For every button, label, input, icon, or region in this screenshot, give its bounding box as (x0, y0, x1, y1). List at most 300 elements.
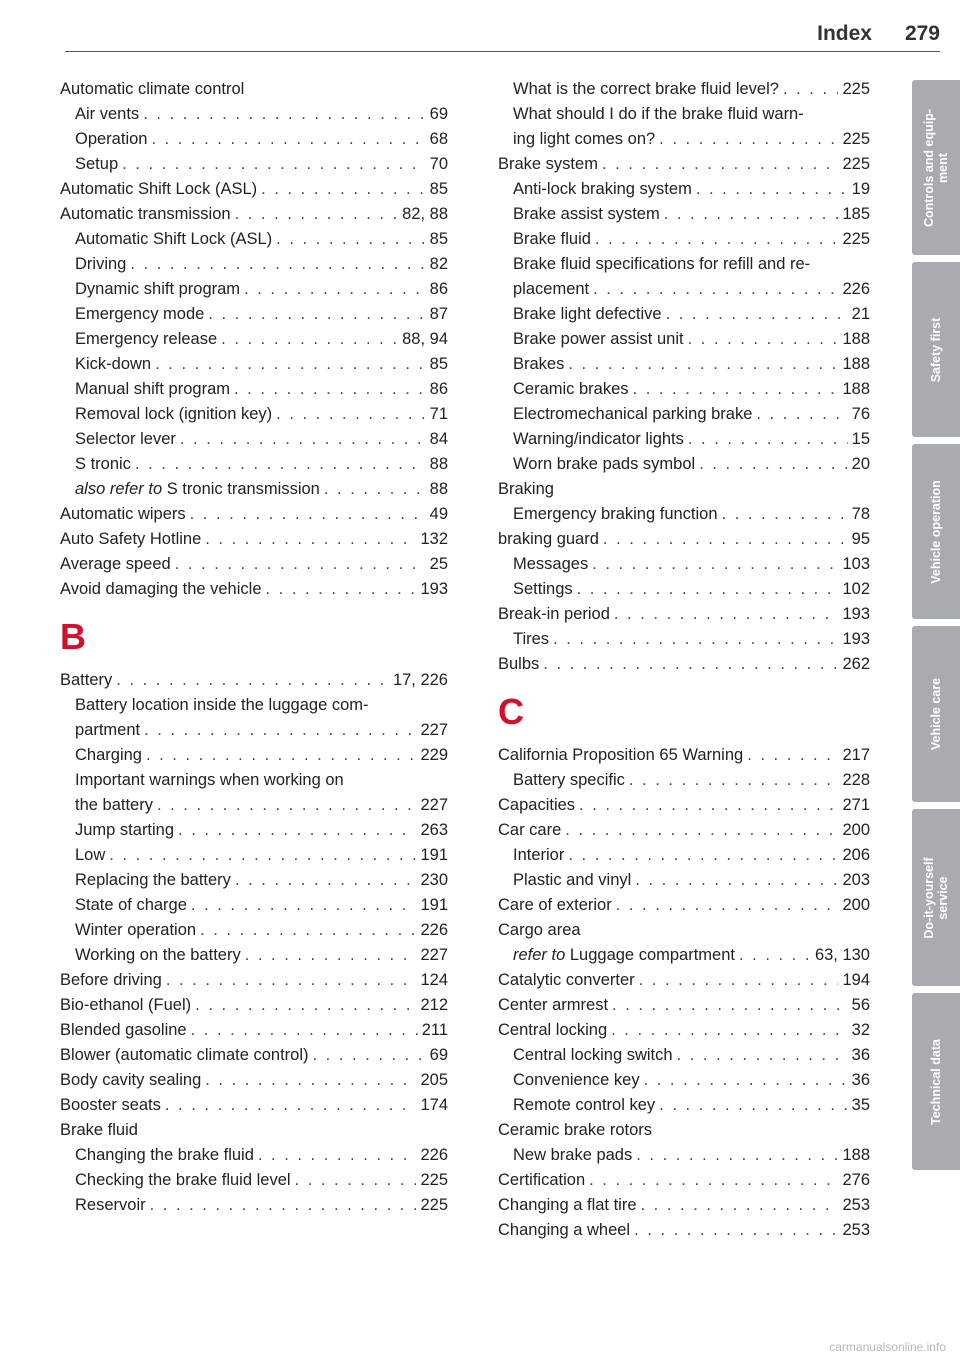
entry-term (513, 843, 564, 868)
entry-page-ref[interactable]: 88, 94 (402, 330, 448, 348)
index-entry (60, 277, 448, 302)
index-entry (498, 302, 870, 327)
entry-text: partment (75, 721, 141, 739)
chapter-tab-label: Controls and equip- ment (922, 108, 950, 227)
entry-page-ref[interactable]: 32 (851, 1021, 870, 1039)
entry-page-ref[interactable]: 276 (842, 1171, 870, 1189)
entry-text: Air vents (75, 105, 140, 123)
entry-page-ref[interactable]: 69 (429, 105, 448, 123)
chapter-tab[interactable] (912, 993, 960, 1170)
entry-page-ref[interactable]: 102 (842, 580, 870, 598)
dot-leader (235, 202, 399, 227)
entry-page-ref[interactable]: 85 (429, 355, 448, 373)
entry-term (60, 1018, 187, 1043)
entry-page-ref[interactable]: 84 (429, 430, 448, 448)
entry-text: Worn brake pads symbol (513, 455, 696, 473)
index-entry (498, 477, 870, 502)
index-entry (60, 177, 448, 202)
dot-leader (150, 1193, 417, 1218)
index-entry (498, 327, 870, 352)
dot-leader (130, 252, 425, 277)
dot-leader (191, 1018, 418, 1043)
entry-page-ref[interactable]: 82, 88 (402, 205, 448, 223)
entry-text: Brake assist system (513, 205, 660, 223)
entry-text: Plastic and vinyl (513, 871, 632, 889)
entry-term (75, 1168, 291, 1193)
index-entry (60, 968, 448, 993)
dot-leader (178, 818, 416, 843)
entry-text: Blended gasoline (60, 1021, 187, 1039)
entry-term (498, 477, 554, 502)
entry-term (513, 227, 591, 252)
entry-page-ref[interactable]: 193 (842, 605, 870, 623)
entry-term (60, 502, 186, 527)
dot-leader (688, 327, 839, 352)
index-entry (60, 252, 448, 277)
entry-page-ref[interactable]: 200 (842, 821, 870, 839)
dot-leader (633, 377, 839, 402)
entry-term (498, 652, 539, 677)
index-entry (498, 227, 870, 252)
index-entry (498, 577, 870, 602)
index-entry (60, 102, 448, 127)
entry-page-ref[interactable]: 185 (842, 205, 870, 223)
entry-page-ref[interactable]: 226 (420, 921, 448, 939)
page-number: 279 (904, 22, 940, 45)
entry-term (498, 818, 561, 843)
entry-term (75, 352, 151, 377)
entry-term (60, 1068, 201, 1093)
index-entry (498, 127, 870, 152)
entry-page-ref[interactable]: 193 (420, 580, 448, 598)
entry-text: Emergency mode (75, 305, 205, 323)
index-entry (60, 427, 448, 452)
index-entry (60, 352, 448, 377)
entry-text: Convenience key (513, 1071, 640, 1089)
entry-page-ref[interactable]: 49 (429, 505, 448, 523)
entry-text: Important warnings when working on (75, 771, 344, 789)
entry-page-ref[interactable]: 86 (429, 380, 448, 398)
entry-page-ref[interactable]: 193 (842, 630, 870, 648)
entry-page-ref[interactable]: 188 (842, 1146, 870, 1164)
entry-term (60, 202, 231, 227)
dot-leader (245, 943, 417, 968)
entry-text: Remote control key (513, 1096, 656, 1114)
dot-leader (157, 793, 417, 818)
entry-page-ref[interactable]: 124 (420, 971, 448, 989)
index-entry (498, 152, 870, 177)
entry-text: Settings (513, 580, 573, 598)
chapter-tab[interactable] (912, 80, 960, 255)
entry-page-ref[interactable]: 82 (429, 255, 448, 273)
entry-term (513, 452, 695, 477)
entry-term (498, 793, 575, 818)
index-entry (60, 452, 448, 477)
dot-leader (165, 1093, 417, 1118)
entry-term (513, 1043, 673, 1068)
entry-term (75, 918, 196, 943)
entry-text: Setup (75, 155, 119, 173)
entry-page-ref[interactable]: 226 (420, 1146, 448, 1164)
dot-leader (266, 577, 417, 602)
dot-leader (146, 743, 417, 768)
entry-page-ref[interactable]: 63, 130 (814, 946, 870, 964)
entry-page-ref[interactable]: 68 (429, 130, 448, 148)
index-entry (60, 1168, 448, 1193)
index-entry (60, 1043, 448, 1068)
dot-leader (783, 77, 839, 102)
entry-text: Driving (75, 255, 127, 273)
entry-text: Avoid damaging the vehicle (60, 580, 262, 598)
dot-leader (612, 993, 848, 1018)
index-entry (498, 943, 870, 968)
entry-page-ref[interactable]: 95 (851, 530, 870, 548)
index-entry (60, 552, 448, 577)
index-column-left (60, 77, 448, 1218)
entry-page-ref[interactable]: 85 (429, 180, 448, 198)
chapter-tab[interactable] (912, 444, 960, 619)
entry-term (60, 552, 171, 577)
entry-page-ref[interactable]: 228 (842, 771, 870, 789)
entry-term (513, 77, 779, 102)
index-entry (60, 527, 448, 552)
entry-term (75, 718, 140, 743)
entry-term (513, 552, 588, 577)
entry-term (75, 1143, 254, 1168)
chapter-tab[interactable] (912, 262, 960, 437)
entry-text: Blower (automatic climate control) (60, 1046, 309, 1064)
entry-text: Braking (498, 480, 554, 498)
chapter-tab-label: Technical data (929, 1038, 943, 1125)
entry-page-ref[interactable]: 188 (842, 355, 870, 373)
entry-page-ref[interactable]: 191 (420, 896, 448, 914)
entry-text: Ceramic brakes (513, 380, 629, 398)
index-entry (498, 177, 870, 202)
entry-term (75, 252, 126, 277)
entry-page-ref[interactable]: 212 (420, 996, 448, 1014)
index-entry (498, 818, 870, 843)
entry-text: New brake pads (513, 1146, 633, 1164)
entry-term (498, 1018, 607, 1043)
entry-page-ref[interactable]: 217 (842, 746, 870, 764)
entry-page-ref[interactable]: 225 (842, 155, 870, 173)
entry-page-ref[interactable]: 188 (842, 330, 870, 348)
entry-text: Tires (513, 630, 550, 648)
entry-text: Central locking (498, 1021, 608, 1039)
index-entry (498, 77, 870, 102)
entry-text: Selector lever (75, 430, 176, 448)
entry-page-ref[interactable]: 56 (851, 996, 870, 1014)
entry-term (513, 252, 810, 277)
entry-term (60, 993, 191, 1018)
entry-text: Interior (513, 846, 565, 864)
dot-leader (135, 452, 426, 477)
index-entry (60, 918, 448, 943)
dot-leader (190, 502, 426, 527)
entry-page-ref[interactable]: 226 (842, 280, 870, 298)
entry-term (60, 77, 244, 102)
entry-page-ref[interactable]: 225 (842, 230, 870, 248)
entry-page-ref[interactable]: 17, 226 (392, 671, 448, 689)
dot-leader (659, 127, 838, 152)
entry-term (75, 477, 320, 502)
entry-text: Break-in period (498, 605, 610, 623)
entry-page-ref[interactable]: 20 (851, 455, 870, 473)
entry-page-ref[interactable]: 205 (420, 1071, 448, 1089)
entry-page-ref[interactable]: 211 (421, 1021, 448, 1039)
dot-leader (722, 502, 848, 527)
entry-page-ref[interactable]: 103 (842, 555, 870, 573)
dot-leader (603, 527, 848, 552)
entry-page-ref[interactable]: 69 (429, 1046, 448, 1064)
dot-leader (261, 177, 425, 202)
index-entry (60, 993, 448, 1018)
entry-text: Automatic Shift Lock (ASL) (60, 180, 258, 198)
header-rule (65, 51, 940, 52)
index-entry (498, 1193, 870, 1218)
entry-page-ref[interactable]: 191 (420, 846, 448, 864)
entry-term (75, 402, 272, 427)
index-entry (498, 1118, 870, 1143)
entry-page-ref[interactable]: 25 (429, 555, 448, 573)
entry-term (498, 743, 743, 768)
entry-term (60, 968, 162, 993)
index-entry (60, 377, 448, 402)
index-entry (498, 377, 870, 402)
entry-page-ref[interactable]: 70 (429, 155, 448, 173)
index-entry (498, 993, 870, 1018)
entry-term (513, 577, 573, 602)
dot-leader (258, 1143, 417, 1168)
dot-leader (109, 843, 416, 868)
index-entry (60, 943, 448, 968)
entry-text: Changing a flat tire (498, 1196, 637, 1214)
entry-page-ref[interactable]: 76 (851, 405, 870, 423)
entry-text: Brake power assist unit (513, 330, 684, 348)
entry-term (60, 1043, 309, 1068)
entry-term (513, 427, 684, 452)
entry-page-ref[interactable]: 188 (842, 380, 870, 398)
dot-leader (276, 402, 425, 427)
chapter-tab[interactable] (912, 809, 960, 986)
entry-term (60, 577, 262, 602)
entry-page-ref[interactable]: 19 (851, 180, 870, 198)
entry-prefix: also refer to (75, 480, 163, 498)
entry-text: Luggage compartment (569, 946, 735, 964)
entry-term (498, 893, 612, 918)
entry-page-ref[interactable]: 230 (420, 871, 448, 889)
index-entry (60, 843, 448, 868)
entry-term (75, 152, 118, 177)
entry-term (513, 943, 735, 968)
entry-term (498, 1168, 585, 1193)
entry-text: Battery specific (513, 771, 625, 789)
dot-leader (122, 152, 426, 177)
entry-term (75, 793, 153, 818)
entry-page-ref[interactable]: 227 (420, 721, 448, 739)
entry-page-ref[interactable]: 271 (842, 796, 870, 814)
entry-page-ref[interactable]: 262 (842, 655, 870, 673)
dot-leader (543, 652, 838, 677)
entry-page-ref[interactable]: 203 (842, 871, 870, 889)
index-entry (498, 527, 870, 552)
entry-term (75, 377, 230, 402)
entry-text: Working on the battery (75, 946, 241, 964)
entry-page-ref[interactable]: 88 (429, 480, 448, 498)
entry-term (513, 768, 625, 793)
index-entry (60, 127, 448, 152)
index-entry (498, 1043, 870, 1068)
entry-term (75, 743, 142, 768)
entry-term (513, 868, 631, 893)
chapter-tab-label: Vehicle operation (929, 479, 943, 584)
entry-term (75, 1193, 146, 1218)
entry-page-ref[interactable]: 227 (420, 946, 448, 964)
entry-page-ref[interactable]: 229 (420, 746, 448, 764)
entry-page-ref[interactable]: 253 (842, 1196, 870, 1214)
entry-text: Brake fluid specifications for refill and re- (513, 255, 811, 273)
entry-term (513, 352, 564, 377)
entry-page-ref[interactable]: 227 (420, 796, 448, 814)
dot-leader (205, 527, 416, 552)
entry-page-ref[interactable]: 132 (420, 530, 448, 548)
index-entry (498, 552, 870, 577)
index-entry (60, 1193, 448, 1218)
entry-text: Care of exterior (498, 896, 612, 914)
dot-leader (144, 718, 416, 743)
index-entry (60, 477, 448, 502)
entry-page-ref[interactable]: 88 (429, 455, 448, 473)
entry-text: Cargo area (498, 921, 581, 939)
entry-text: placement (513, 280, 590, 298)
index-group-b (60, 668, 448, 1218)
entry-text: Messages (513, 555, 589, 573)
index-entry (60, 577, 448, 602)
entry-term (513, 327, 684, 352)
dot-leader (739, 943, 811, 968)
index-column-right (498, 77, 870, 1243)
index-entry (498, 252, 870, 277)
entry-term (513, 627, 549, 652)
dot-leader (616, 893, 839, 918)
dot-leader (659, 1093, 847, 1118)
chapter-tab[interactable] (912, 626, 960, 802)
entry-page-ref[interactable]: 36 (851, 1046, 870, 1064)
entry-term (498, 1193, 637, 1218)
entry-text: Dynamic shift program (75, 280, 241, 298)
entry-term (75, 427, 176, 452)
entry-text: Battery location inside the luggage com- (75, 696, 369, 714)
chapter-tab-label: Vehicle care (929, 677, 943, 751)
entry-page-ref[interactable]: 194 (842, 971, 870, 989)
section-title: Index (817, 22, 872, 45)
entry-term (513, 1068, 640, 1093)
entry-page-ref[interactable]: 85 (429, 230, 448, 248)
entry-text: Booster seats (60, 1096, 161, 1114)
dot-leader (295, 1168, 417, 1193)
dot-leader (324, 477, 426, 502)
entry-page-ref[interactable]: 225 (842, 130, 870, 148)
entry-page-ref[interactable]: 35 (851, 1096, 870, 1114)
dot-leader (205, 1068, 416, 1093)
entry-page-ref[interactable]: 263 (420, 821, 448, 839)
entry-term (498, 1218, 630, 1243)
entry-text: Checking the brake fluid level (75, 1171, 291, 1189)
entry-page-ref[interactable]: 15 (851, 430, 870, 448)
entry-page-ref[interactable]: 225 (420, 1171, 448, 1189)
entry-text: Auto Safety Hotline (60, 530, 202, 548)
entry-page-ref[interactable]: 78 (851, 505, 870, 523)
dot-leader (634, 1218, 838, 1243)
entry-text: Certification (498, 1171, 586, 1189)
entry-page-ref[interactable]: 225 (420, 1196, 448, 1214)
entry-text: What is the correct brake fluid level? (513, 80, 779, 98)
dot-leader (577, 577, 839, 602)
entry-page-ref[interactable]: 174 (420, 1096, 448, 1114)
entry-page-ref[interactable]: 71 (429, 405, 448, 423)
index-entry (498, 743, 870, 768)
dot-leader (756, 402, 847, 427)
entry-text: Brake system (498, 155, 598, 173)
index-entry (60, 1143, 448, 1168)
entry-text: S tronic transmission (166, 480, 320, 498)
index-entry (60, 1018, 448, 1043)
entry-term (498, 993, 608, 1018)
dot-leader (116, 668, 389, 693)
entry-page-ref[interactable]: 86 (429, 280, 448, 298)
index-entry (498, 968, 870, 993)
entry-page-ref[interactable]: 36 (851, 1071, 870, 1089)
index-entry (498, 1218, 870, 1243)
entry-page-ref[interactable]: 225 (842, 80, 870, 98)
entry-page-ref[interactable]: 21 (851, 305, 870, 323)
entry-text: Low (75, 846, 106, 864)
chapter-tab-label: Safety first (929, 317, 943, 382)
index-entry (498, 1093, 870, 1118)
entry-text: Brake fluid (60, 1121, 138, 1139)
entry-term (513, 302, 662, 327)
entry-text: Kick-down (75, 355, 152, 373)
index-entry (60, 768, 448, 793)
entry-term (513, 402, 752, 427)
entry-term (60, 527, 201, 552)
entry-page-ref[interactable]: 200 (842, 896, 870, 914)
index-entry (498, 102, 870, 127)
index-group-a (60, 77, 448, 602)
dot-leader (592, 552, 838, 577)
dot-leader (602, 152, 839, 177)
index-entry (60, 1118, 448, 1143)
index-entry (498, 793, 870, 818)
index-entry (60, 77, 448, 102)
entry-term (75, 843, 105, 868)
entry-text: Before driving (60, 971, 162, 989)
entry-text: Jump starting (75, 821, 175, 839)
entry-page-ref[interactable]: 253 (842, 1221, 870, 1239)
entry-page-ref[interactable]: 87 (429, 305, 448, 323)
dot-leader (276, 227, 425, 252)
dot-leader (191, 893, 417, 918)
entry-text: S tronic (75, 455, 131, 473)
dot-leader (175, 552, 426, 577)
entry-page-ref[interactable]: 206 (842, 846, 870, 864)
entry-text: ing light comes on? (513, 130, 656, 148)
index-entry (60, 1068, 448, 1093)
entry-term (498, 152, 598, 177)
entry-term (75, 302, 204, 327)
entry-text: Removal lock (ignition key) (75, 405, 273, 423)
dot-leader (579, 793, 838, 818)
